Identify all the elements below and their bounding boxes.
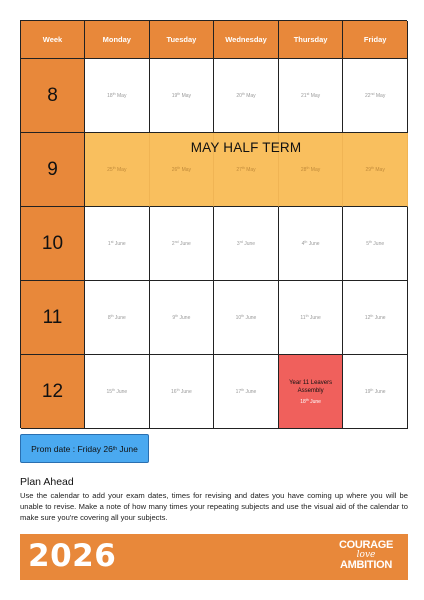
day-month: June — [373, 241, 385, 247]
day-date — [365, 388, 386, 395]
day-suffix: th — [371, 166, 374, 170]
day-date — [365, 314, 386, 321]
day-date — [108, 240, 126, 247]
day-date — [106, 388, 127, 395]
event-label: Year 11 Leavers Assembly — [289, 379, 333, 394]
year-label: 2026 — [28, 538, 117, 574]
prom-date-prefix: Prom date : Friday 26 — [31, 443, 113, 454]
day-month: June — [179, 315, 191, 321]
day-date — [237, 240, 255, 247]
day-date — [366, 240, 384, 247]
day-cell[interactable] — [85, 355, 150, 429]
day-suffix: th — [306, 166, 310, 170]
prom-date-month: June — [119, 443, 138, 454]
day-number: 26 — [171, 167, 178, 173]
day-cell[interactable] — [279, 355, 344, 429]
day-date — [301, 166, 320, 173]
day-suffix: th — [112, 92, 116, 96]
day-month: May — [117, 167, 127, 173]
day-suffix: th — [241, 314, 245, 318]
day-month: May — [246, 167, 256, 173]
day-date — [300, 398, 321, 405]
plan-ahead-text: Use the calendar to add your exam dates, times for revising and dates you have coming up where you will be unable to revise. Make a note of how many times your repeating subjects and use the visual aid of the calendar to make sure you're covering all your subjects. — [20, 491, 408, 522]
day-suffix: th — [112, 388, 115, 392]
day-cell[interactable] — [343, 355, 408, 429]
day-number: 18 — [300, 398, 306, 405]
calendar-grid — [20, 20, 407, 428]
day-cell[interactable] — [279, 59, 344, 133]
day-date — [236, 314, 257, 321]
column-header-thursday: Thursday — [279, 21, 344, 59]
day-month: May — [117, 93, 127, 99]
day-cell[interactable] — [279, 133, 344, 207]
day-month: June — [116, 389, 128, 395]
day-month: May — [375, 93, 386, 99]
day-number: 25 — [107, 167, 113, 173]
day-cell[interactable] — [279, 281, 344, 355]
footer-banner — [20, 534, 408, 580]
day-cell[interactable] — [214, 355, 279, 429]
column-header-tuesday: Tuesday — [150, 21, 215, 59]
week-number: 10 — [21, 207, 85, 281]
day-month: May — [181, 167, 192, 173]
day-date — [236, 92, 255, 99]
day-cell[interactable] — [150, 59, 215, 133]
day-date — [108, 314, 126, 321]
day-date — [365, 92, 385, 99]
day-month: May — [310, 167, 321, 173]
week-number: 9 — [21, 133, 85, 207]
day-cell[interactable] — [150, 133, 215, 207]
day-month: May — [375, 167, 385, 173]
day-cell[interactable] — [214, 133, 279, 207]
day-number: 9 — [172, 315, 176, 321]
day-suffix: th — [176, 388, 180, 392]
week-number: 11 — [21, 281, 85, 355]
day-number: 21 — [301, 93, 307, 99]
day-date — [236, 166, 255, 173]
day-month: June — [180, 389, 192, 395]
day-number: 22 — [365, 93, 371, 99]
day-suffix: th — [370, 388, 374, 392]
logo-line-courage: COURAGE — [338, 539, 394, 551]
day-month: May — [310, 93, 321, 99]
day-cell[interactable] — [85, 281, 150, 355]
day-month: June — [309, 315, 321, 321]
day-number: 8 — [107, 315, 111, 321]
day-suffix: nd — [174, 240, 179, 244]
week-number: 12 — [21, 355, 85, 429]
column-header-monday: Monday — [85, 21, 150, 59]
day-date — [366, 166, 385, 173]
day-suffix: th — [177, 92, 181, 96]
day-suffix: th — [241, 166, 245, 170]
day-month: June — [114, 315, 126, 321]
day-suffix: st — [306, 92, 310, 96]
day-cell[interactable] — [150, 281, 215, 355]
day-suffix: th — [304, 240, 308, 244]
day-date — [236, 388, 257, 395]
day-number: 5 — [366, 241, 369, 247]
half-term-label: MAY HALF TERM — [190, 140, 302, 155]
day-number: 12 — [364, 315, 371, 321]
day-number: 20 — [236, 93, 242, 99]
day-suffix: th — [370, 314, 374, 318]
day-suffix: th — [305, 314, 309, 318]
column-header-wednesday: Wednesday — [214, 21, 279, 59]
day-cell[interactable] — [279, 207, 344, 281]
day-suffix: th — [368, 240, 372, 244]
day-number: 3 — [236, 241, 240, 247]
day-date — [107, 92, 126, 99]
day-suffix: th — [177, 166, 181, 170]
day-number: 28 — [300, 167, 307, 173]
day-date — [300, 314, 320, 321]
plan-ahead-heading: Plan Ahead — [20, 476, 74, 488]
day-cell[interactable] — [85, 133, 150, 207]
day-date — [172, 92, 191, 99]
day-suffix: th — [112, 166, 116, 170]
day-number: 17 — [235, 389, 242, 395]
day-number: 27 — [236, 167, 242, 173]
day-month: June — [244, 241, 256, 247]
day-number: 19 — [364, 389, 371, 395]
day-cell[interactable] — [150, 207, 215, 281]
day-cell[interactable] — [343, 281, 408, 355]
day-month: June — [374, 315, 386, 321]
week-number: 8 — [21, 59, 85, 133]
day-number: 15 — [106, 389, 112, 395]
day-cell[interactable] — [343, 133, 408, 207]
day-number: 18 — [107, 93, 113, 99]
day-date — [172, 240, 191, 247]
day-month: May — [181, 93, 192, 99]
day-suffix: nd — [370, 92, 375, 96]
day-suffix: th — [175, 314, 179, 318]
day-number: 11 — [300, 315, 306, 321]
day-month: June — [114, 241, 126, 247]
column-header-friday: Friday — [343, 21, 408, 59]
day-cell[interactable] — [85, 59, 150, 133]
day-suffix: th — [110, 314, 114, 318]
day-suffix: st — [110, 240, 114, 244]
day-suffix: th — [241, 92, 245, 96]
day-date — [172, 166, 191, 173]
day-date — [302, 240, 320, 247]
day-cell[interactable] — [85, 207, 150, 281]
day-date — [172, 314, 190, 321]
day-month: June — [374, 389, 386, 395]
day-month: June — [245, 315, 257, 321]
prom-date-suffix: th — [112, 445, 118, 452]
day-date — [107, 166, 126, 173]
day-suffix: rd — [239, 240, 243, 244]
day-number: 10 — [235, 315, 242, 321]
day-date — [301, 92, 320, 99]
day-number: 2 — [171, 241, 175, 247]
day-date — [171, 388, 192, 395]
day-number: 4 — [301, 241, 305, 247]
day-cell[interactable] — [343, 207, 408, 281]
prom-date-box — [20, 434, 149, 463]
courage-love-ambition-logo — [332, 540, 400, 576]
day-cell[interactable] — [214, 59, 279, 133]
day-cell[interactable] — [214, 281, 279, 355]
day-number: 19 — [171, 93, 178, 99]
logo-line-love: love — [356, 550, 376, 560]
day-number: 16 — [171, 389, 177, 395]
logo-line-ambition: AMBITION — [340, 559, 392, 571]
day-cell[interactable] — [343, 59, 408, 133]
day-number: 1 — [107, 241, 111, 247]
day-month: May — [246, 93, 256, 99]
day-month: June — [308, 241, 320, 247]
day-number: 29 — [365, 167, 372, 173]
day-month: June — [180, 241, 191, 247]
day-month: June — [245, 389, 257, 395]
day-month: June — [310, 398, 321, 405]
column-header-week: Week — [21, 21, 85, 59]
day-cell[interactable] — [214, 207, 279, 281]
day-cell[interactable] — [150, 355, 215, 429]
day-suffix: th — [305, 397, 309, 402]
day-suffix: th — [241, 388, 245, 392]
